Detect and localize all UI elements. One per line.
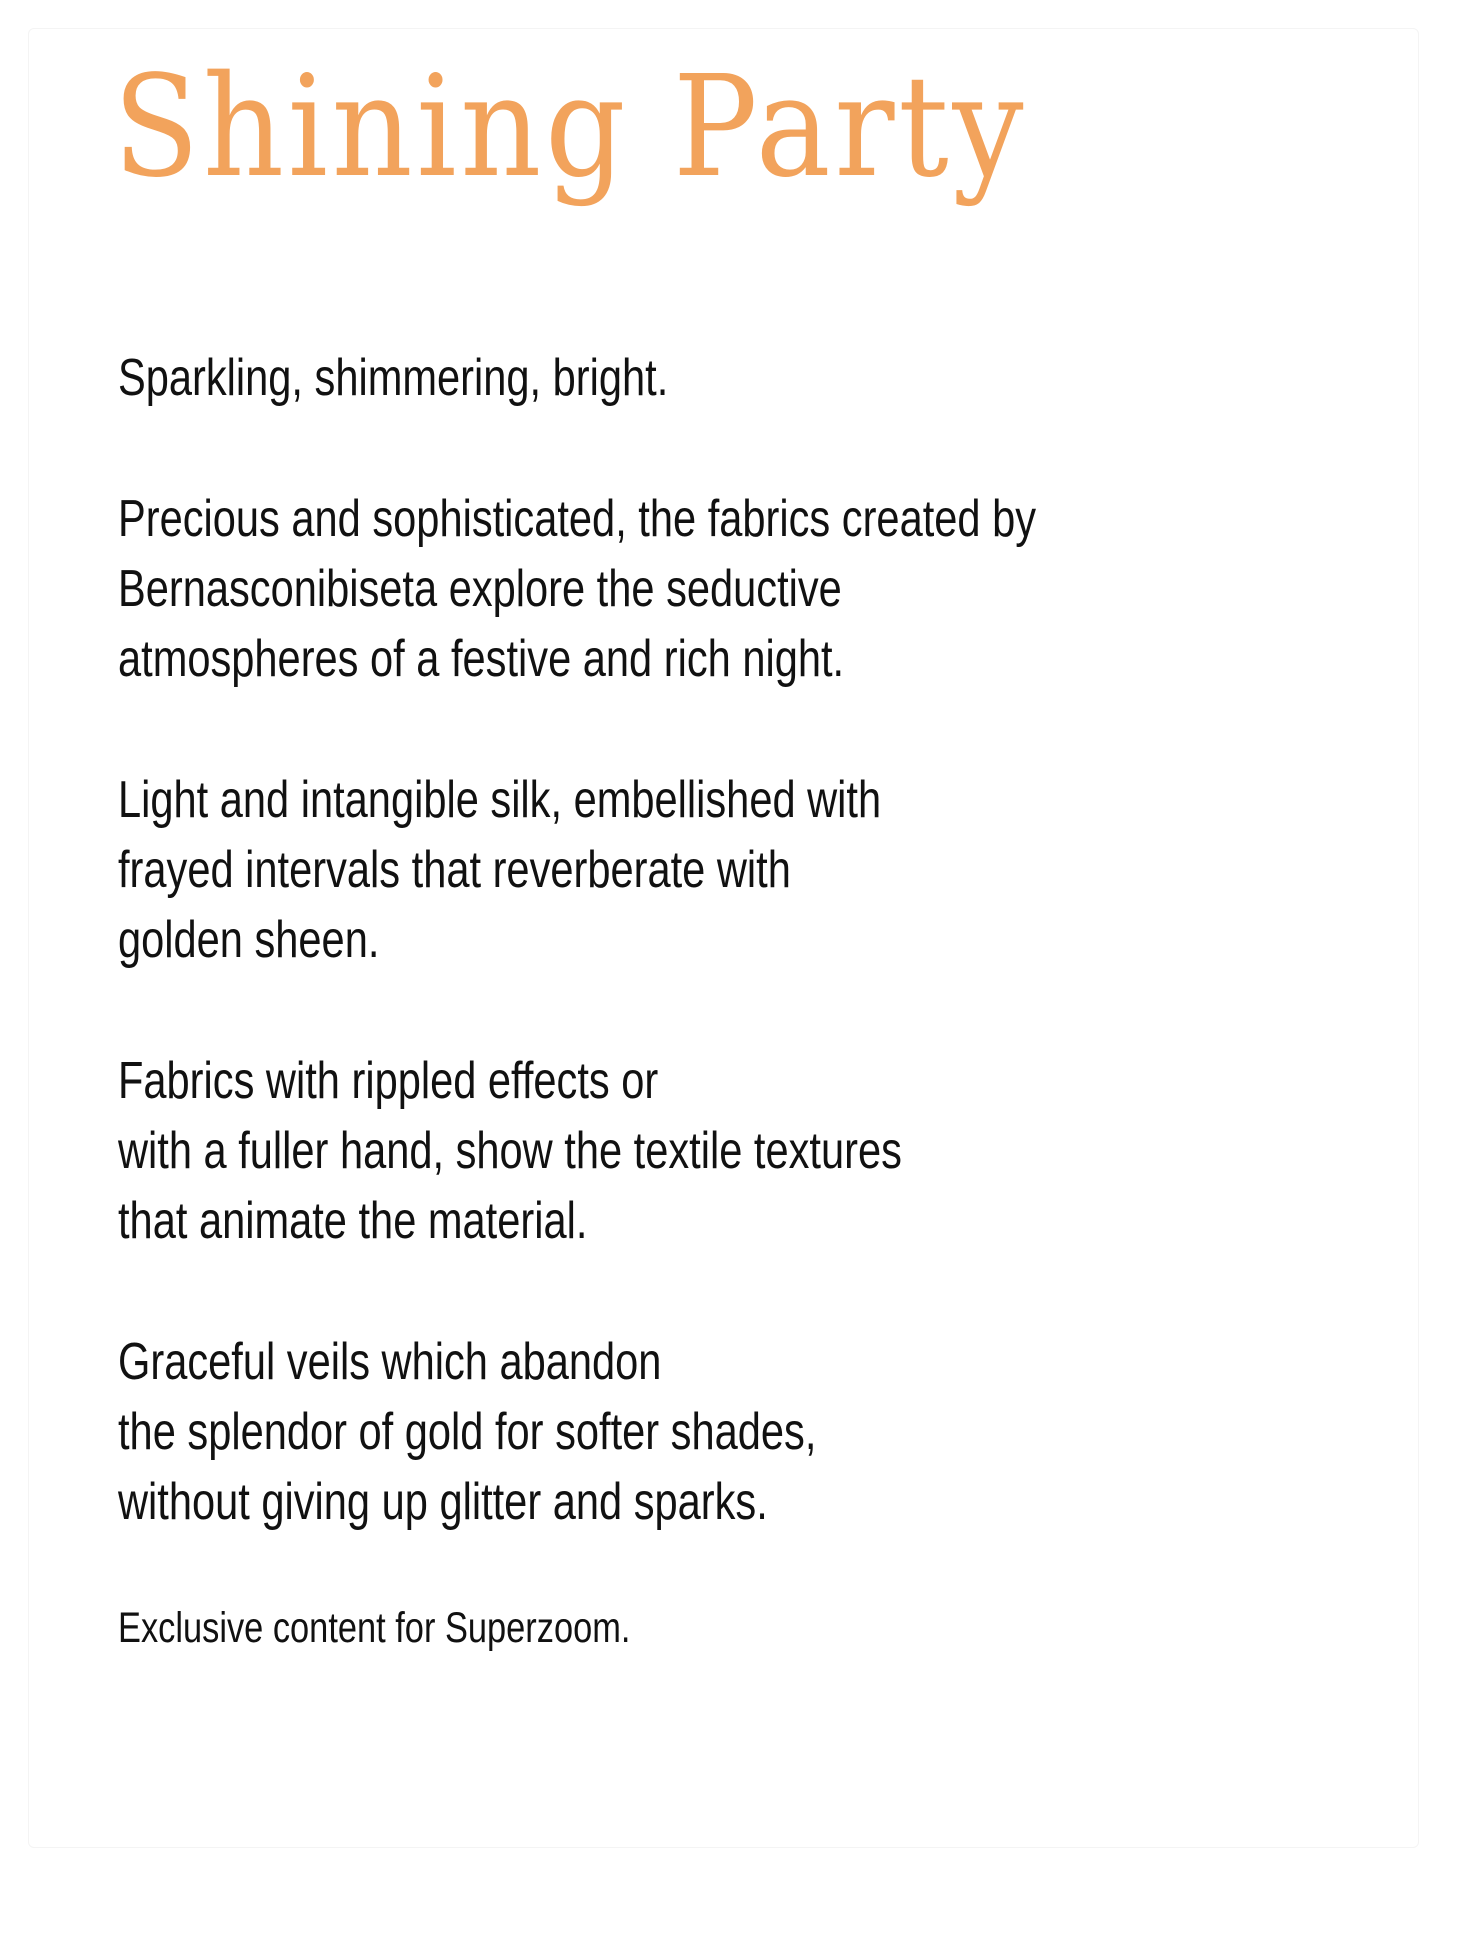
- paragraph-line: Bernasconibiseta explore the seductive: [118, 560, 842, 618]
- paragraph-line: Light and intangible silk, embellished with: [118, 771, 882, 829]
- paragraph-silk: [118, 765, 1062, 975]
- paragraph-textures: [118, 1046, 1062, 1256]
- paragraph-line: Fabrics with rippled effects or: [118, 1052, 659, 1110]
- paragraph-line: the splendor of gold for softer shades,: [118, 1403, 817, 1461]
- credit-note: Exclusive content for Superzoom.: [118, 1604, 631, 1652]
- article-body: [118, 343, 1062, 1658]
- paragraph-line: Precious and sophisticated, the fabrics created by: [118, 490, 1037, 548]
- paragraph-line: golden sheen.: [118, 911, 380, 969]
- paragraph-line: Graceful veils which abandon: [118, 1333, 662, 1391]
- paragraph-line: frayed intervals that reverberate with: [118, 841, 791, 899]
- paragraph-intro: [118, 343, 1062, 413]
- paragraph-line: without giving up glitter and sparks.: [118, 1473, 768, 1531]
- paragraph-fabrics: [118, 484, 1062, 694]
- paragraph-veils: [118, 1327, 1062, 1537]
- paragraph-line: with a fuller hand, show the textile textures: [118, 1122, 902, 1180]
- paragraph-line: Sparkling, shimmering, bright.: [118, 349, 669, 407]
- paragraph-line: that animate the material.: [118, 1192, 588, 1250]
- page-title: Shining Party: [113, 46, 1028, 209]
- paragraph-line: atmospheres of a festive and rich night.: [118, 630, 845, 688]
